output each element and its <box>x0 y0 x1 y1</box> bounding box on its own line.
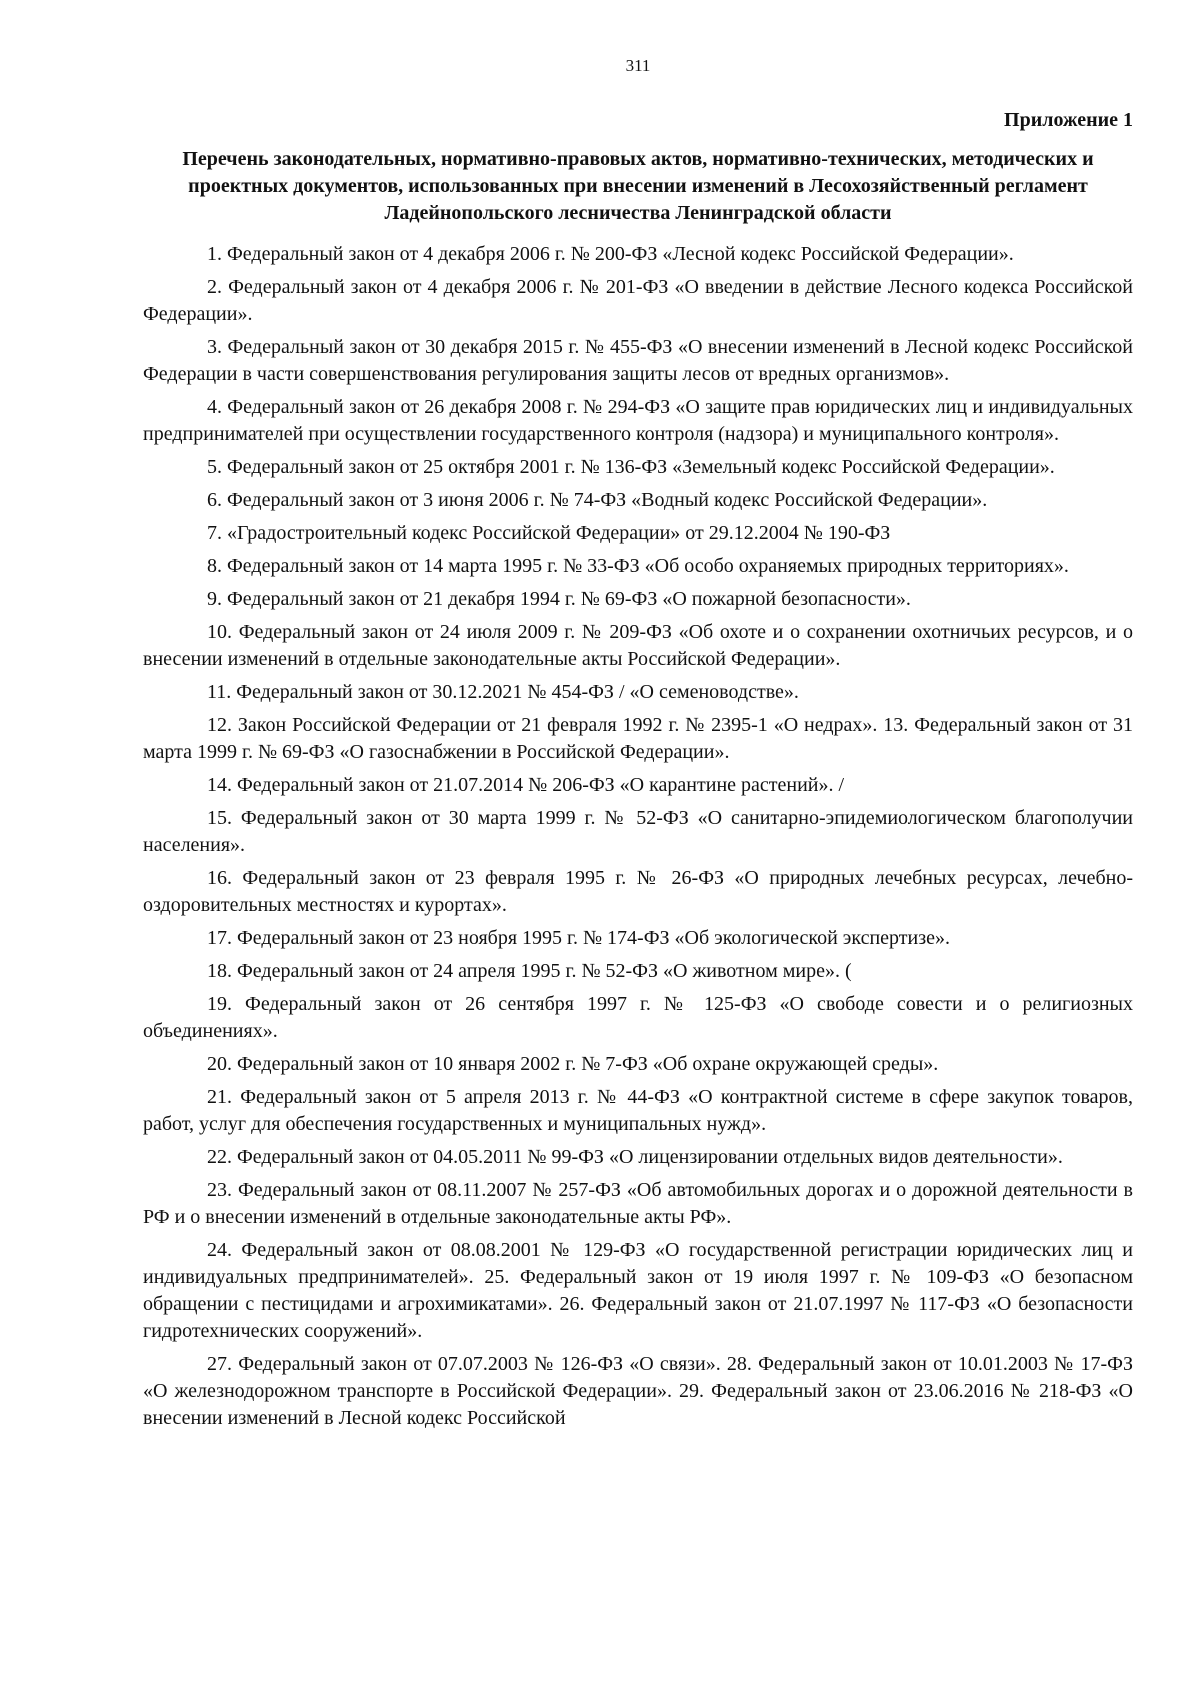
list-item: 4. Федеральный закон от 26 декабря 2008 г. № 294-ФЗ «О защите прав юридических лиц и индивидуальных предпринимателей при осуществлении государственного контроля (надзора) и муниципального контроля». <box>143 396 1133 445</box>
list-item: 21. Федеральный закон от 5 апреля 2013 г. № 44-ФЗ «О контрактной системе в сфере закупок товаров, работ, услуг для обеспечения государственных и муниципальных нужд». <box>143 1086 1133 1135</box>
list-item: 16. Федеральный закон от 23 февраля 1995 г. № 26-ФЗ «О природных лечебных ресурсах, лечебно-оздоровительных местностях и курортах». <box>143 867 1133 916</box>
list-item: 19. Федеральный закон от 26 сентября 1997 г. № 125-ФЗ «О свободе совести и о религиозных объединениях». <box>143 993 1133 1042</box>
list-item: 23. Федеральный закон от 08.11.2007 № 257-ФЗ «Об автомобильных дорогах и о дорожной деятельности в РФ и о внесении изменений в отдельные законодательные акты РФ». <box>143 1179 1133 1228</box>
list-item: 12. Закон Российской Федерации от 21 февраля 1992 г. № 2395-1 «О недрах». 13. Федеральный закон от 31 марта 1999 г. № 69-ФЗ «О газоснабжении в Российской Федерации». <box>143 714 1133 763</box>
list-item: 14. Федеральный закон от 21.07.2014 № 206-ФЗ «О карантине растений». / <box>207 774 845 796</box>
list-item: 7. «Градостроительный кодекс Российской Федерации» от 29.12.2004 № 190-ФЗ <box>207 522 891 544</box>
list-item: 11. Федеральный закон от 30.12.2021 № 454-ФЗ / «О семеноводстве». <box>207 681 799 703</box>
list-item: 22. Федеральный закон от 04.05.2011 № 99-ФЗ «О лицензировании отдельных видов деятельности». <box>207 1146 1063 1168</box>
list-item: 20. Федеральный закон от 10 января 2002 г. № 7-ФЗ «Об охране окружающей среды». <box>207 1053 939 1075</box>
list-item: 9. Федеральный закон от 21 декабря 1994 г. № 69-ФЗ «О пожарной безопасности». <box>207 588 911 610</box>
list-item: 3. Федеральный закон от 30 декабря 2015 г. № 455-ФЗ «О внесении изменений в Лесной кодекс Российской Федерации в части совершенствования регулирования защиты лесов от вредных организмов». <box>143 336 1133 385</box>
list-item: 2. Федеральный закон от 4 декабря 2006 г. № 201-ФЗ «О введении в действие Лесного кодекса Российской Федерации». <box>143 276 1133 325</box>
list-item: 27. Федеральный закон от 07.07.2003 № 126-ФЗ «О связи». 28. Федеральный закон от 10.01.2003 № 17-ФЗ «О железнодорожном транспорте в Российской Федерации». 29. Федеральный закон от 23.06.2016 № 218-ФЗ «О внесении изменений в Лесной кодекс Российской <box>143 1353 1133 1429</box>
appendix-label: Приложение 1 <box>1004 109 1133 131</box>
list-item: 6. Федеральный закон от 3 июня 2006 г. № 74-ФЗ «Водный кодекс Российской Федерации». <box>207 489 988 511</box>
list-item: 5. Федеральный закон от 25 октября 2001 г. № 136-ФЗ «Земельный кодекс Российской Федерации». <box>207 456 1055 478</box>
list-item: 17. Федеральный закон от 23 ноября 1995 г. № 174-ФЗ «Об экологической экспертизе». <box>207 927 950 949</box>
list-item: 15. Федеральный закон от 30 марта 1999 г. № 52-ФЗ «О санитарно-эпидемиологическом благополучии населения». <box>143 807 1133 856</box>
list-item: 1. Федеральный закон от 4 декабря 2006 г. № 200-ФЗ «Лесной кодекс Российской Федерации». <box>207 243 1014 265</box>
document-title: Перечень законодательных, нормативно-правовых актов, нормативно-технических, методических и проектных документов, использованных при внесении изменений в Лесохозяйственный регламент Ладейнопольского лесничества Ленинградской области <box>182 148 1094 224</box>
list-item: 8. Федеральный закон от 14 марта 1995 г. № 33-ФЗ «Об особо охраняемых природных территориях». <box>207 555 1069 577</box>
page-number: 311 <box>625 56 651 75</box>
list-item: 24. Федеральный закон от 08.08.2001 № 129-ФЗ «О государственной регистрации юридических лиц и индивидуальных предпринимателей». 25. Федеральный закон от 19 июля 1997 г. № 109-ФЗ «О безопасном обращении с пестицидами и агрохимикатами». 26. Федеральный закон от 21.07.1997 № 117-ФЗ «О безопасности гидротехнических сооружений». <box>143 1239 1133 1342</box>
list-item: 10. Федеральный закон от 24 июля 2009 г. № 209-ФЗ «Об охоте и о сохранении охотничьих ресурсов, и о внесении изменений в отдельные законодательные акты Российской Федерации». <box>143 621 1133 670</box>
legal-acts-list <box>143 241 1133 1438</box>
list-item: 18. Федеральный закон от 24 апреля 1995 г. № 52-ФЗ «О животном мире». ( <box>207 960 852 982</box>
